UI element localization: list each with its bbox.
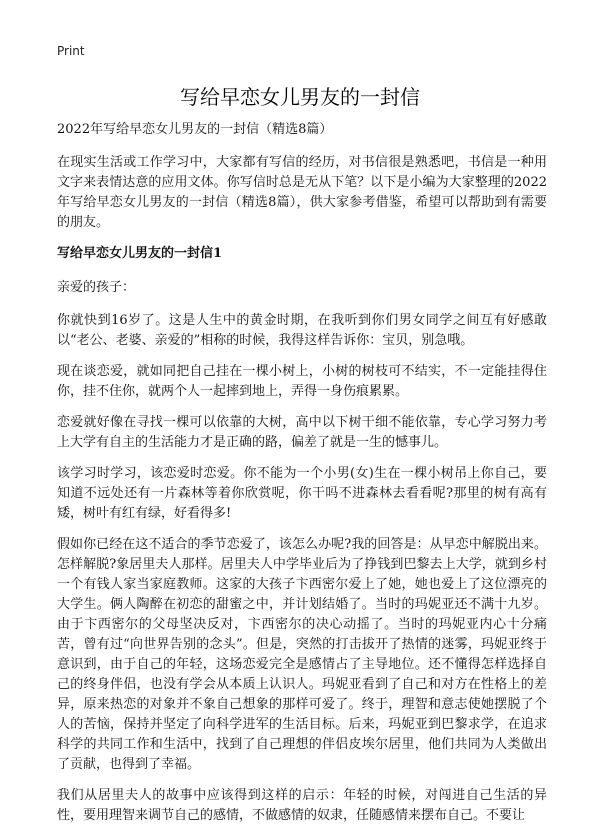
body-paragraph-2: 现在谈恋爱，就如同把自己挂在一棵小树上，小树的树枝可不结实，不一定能挂得住你，挂不住你，就两个人一起摔到地上，弄得一身伤痕累累。 bbox=[57, 364, 547, 399]
document-subtitle: 2022年写给早恋女儿男友的一封信（精选8篇） bbox=[57, 122, 333, 137]
print-link[interactable]: Print bbox=[57, 44, 85, 58]
body-paragraph-6: 我们从居里夫人的故事中应该得到这样的启示：年轻的时候，对闯进自己生活的异性，要用理智来调节自己的感情，不做感情的奴隶，任随感情来摆布自己。不要让 bbox=[57, 788, 547, 823]
document-title: 写给早恋女儿男友的一封信 bbox=[180, 85, 420, 109]
body-paragraph-1: 你就快到16岁了。这是人生中的黄金时期，在我听到你们男女同学之间互有好感敢以“老公、老婆、亲爱的”相称的时候，我得这样告诉你：宝贝，别急哦。 bbox=[57, 313, 547, 348]
body-paragraph-5: 假如你已经在这不适合的季节恋爱了，该怎么办呢?我的回答是：从早恋中解脱出来。怎样解脱?象居里夫人那样。居里夫人中学毕业后为了挣钱到巴黎去上大学，就到乡村一个有钱人家当家庭教师。这家的大孩子卞西密尔爱上了她，她也爱上了这位漂亮的大学生。俩人陶醉在初恋的甜蜜之中，并计划结婚了。当时的玛妮亚还不满十九岁。由于卞西密尔的父母坚决反对，卞西密尔的决心动摇了。当时的玛妮亚内心十分痛苦，曾有过“向世界告别的念头”。但是，突然的打击拔开了热情的迷雾，玛妮亚终于意识到，由于自己的年轻，这场恋爱完全是感情占了主导地位。还不懂得怎样选择自己的终身伴侣，也没有学会从本质上认识人。玛妮亚看到了自己和对方在性格上的差异，原来热恋的对象并不象自己想象的那样可爱了。终于，理智和意志使她摆脱了个人的苦恼，保持并坚定了向科学进军的生活目标。后来，玛妮亚到巴黎求学，在追求科学的共同工作和生活中，找到了自己理想的伴侣皮埃尔居里，他们共同为人类做出了贡献，也得到了幸福。 bbox=[57, 537, 547, 772]
intro-paragraph: 在现实生活或工作学习中，大家都有写信的经历，对书信很是熟悉吧，书信是一种用文字来表情达意的应用文体。你写信时总是无从下笔？以下是小编为大家整理的2022年写给早恋女儿男友的一封信（精选8篇），供大家参考借鉴，希望可以帮助到有需要的朋友。 bbox=[57, 155, 547, 230]
document-body bbox=[57, 120, 547, 837]
body-paragraph-3: 恋爱就好像在寻找一棵可以依靠的大树，高中以下树干细不能依靠，专心学习努力考上大学有自主的生活能力才是正确的路，偏差了就是一生的憾事儿。 bbox=[57, 415, 547, 450]
salutation: 亲爱的孩子： bbox=[57, 280, 136, 295]
body-paragraph-4: 该学习时学习，该恋爱时恋爱。你不能为一个小男(女)生在一棵小树吊上你自己，要知道不远处还有一片森林等着你欣赏呢，你干吗不进森林去看看呢?那里的树有高有矮，树叶有红有绿，好看得多! bbox=[57, 466, 547, 521]
section-heading: 写给早恋女儿男友的一封信1 bbox=[57, 246, 223, 261]
